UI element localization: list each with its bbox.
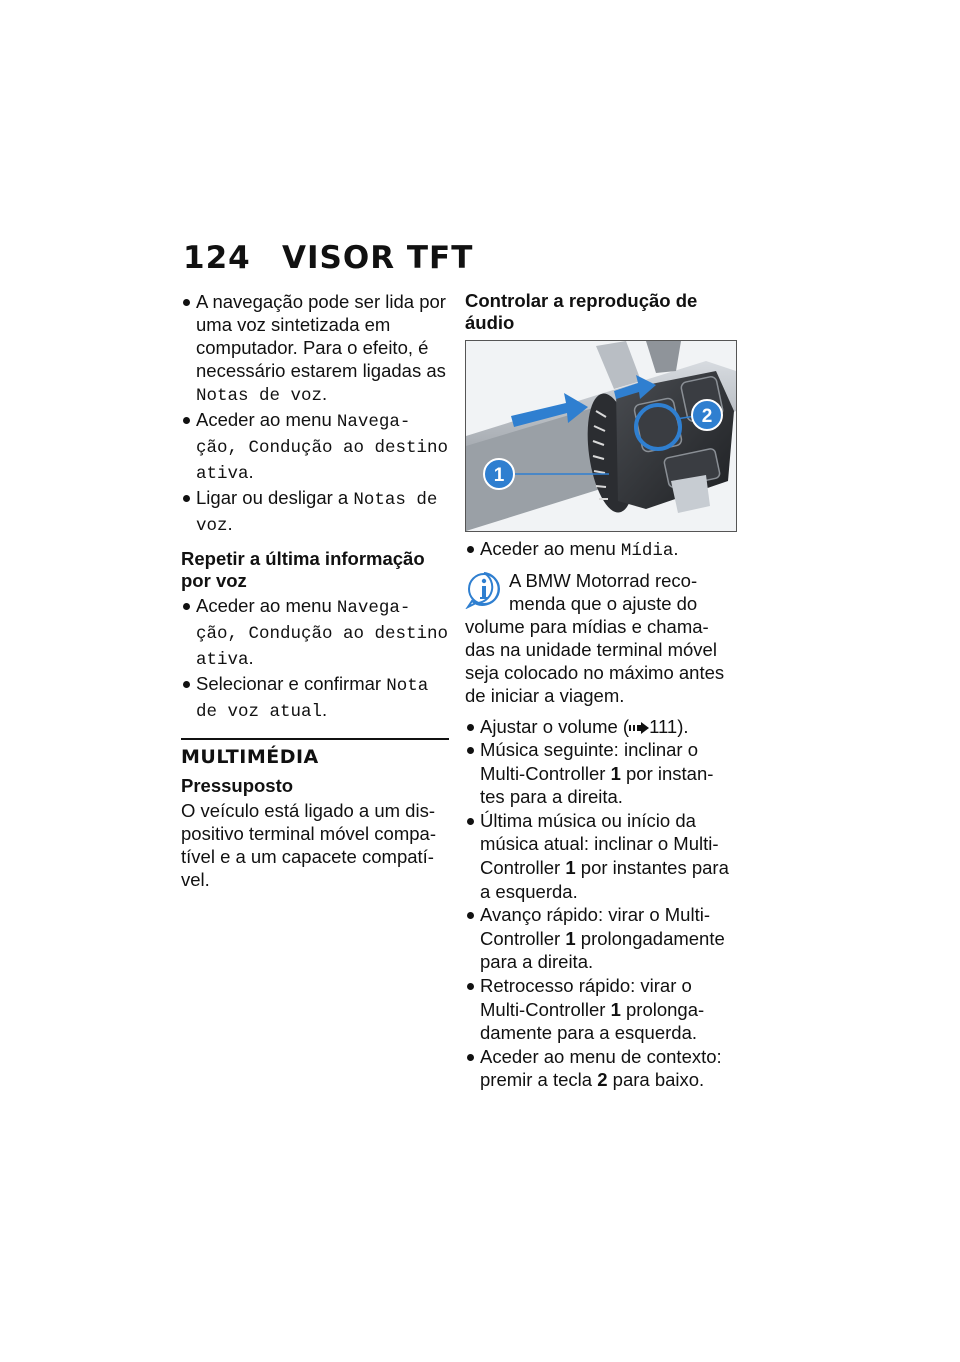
callout-1-label: 1 [493,465,505,486]
list-item: Aceder ao menu Navega-ção, Condução ao destino ativa. [181,408,449,486]
repeat-list [181,594,449,724]
info-icon [465,571,503,609]
info-note [465,569,733,707]
page-reference-arrow-icon [629,722,649,734]
menu-path: Navega-ção, Condução ao destino ativa [196,598,449,670]
list-item: Aceder ao menu de contexto: premir a tecla 2 para baixo. [465,1045,733,1092]
audio-control-list [465,715,733,1092]
chapter-title: VISOR TFT [282,240,474,276]
page-reference[interactable]: 111 [649,716,678,737]
page-number: 124 [183,240,251,276]
audio-heading: Controlar a reprodução de áudio [465,290,698,333]
callout-2-label: 2 [701,406,713,427]
left-column [181,290,449,891]
list-item: A navegação pode ser lida por uma voz sintetizada em computador. Para o efeito, é necessário estarem ligadas as Notas de voz. [181,290,449,408]
menu-path: Notas de voz [196,386,323,406]
menu-path: Navega-ção, Condução ao destino ativa [196,412,449,484]
right-column [465,290,733,1092]
menu-path: Mídia [620,541,674,561]
prereq-text: O veículo está ligado a um dis-positivo terminal móvel compa-tível e a um capacete compatí-vel. [181,800,436,890]
section-title: MULTIMÉDIA [181,746,319,768]
navigation-voice-list [181,290,449,538]
menu-path: Notas de voz [196,490,438,536]
list-item: Aceder ao menu Mídia. [465,537,733,563]
list-item: Música seguinte: inclinar o Multi-Controller 1 por instan-tes para a direita. [465,738,733,809]
list-item: Aceder ao menu Navega-ção, Condução ao destino ativa. [181,594,449,672]
repeat-heading: Repetir a última informação por voz [181,548,425,591]
media-menu-list [465,537,733,563]
list-item: Selecionar e confirmar Nota de voz atual. [181,672,449,724]
menu-path: Nota de voz atual [196,676,429,722]
list-item: Ligar ou desligar a Notas de voz. [181,486,449,538]
section-divider [181,738,449,740]
list-item: Ajustar o volume ( 111). [465,715,733,738]
multi-controller-photo [465,340,737,532]
list-item: Avanço rápido: virar o Multi-Controller 1 prolongadamente para a direita. [465,903,733,974]
note-text: A BMW Motorrad reco-menda que o ajuste do volume para mídias e chama-das na unidade terminal móvel seja colocado no máximo antes de iniciar a viagem. [465,570,725,706]
list-item: Última música ou início da música atual: inclinar o Multi-Controller 1 por instantes para a esquerda. [465,809,733,903]
prereq-heading: Pressuposto [181,775,294,796]
list-item: Retrocesso rápido: virar o Multi-Controller 1 prolonga-damente para a esquerda. [465,974,733,1045]
